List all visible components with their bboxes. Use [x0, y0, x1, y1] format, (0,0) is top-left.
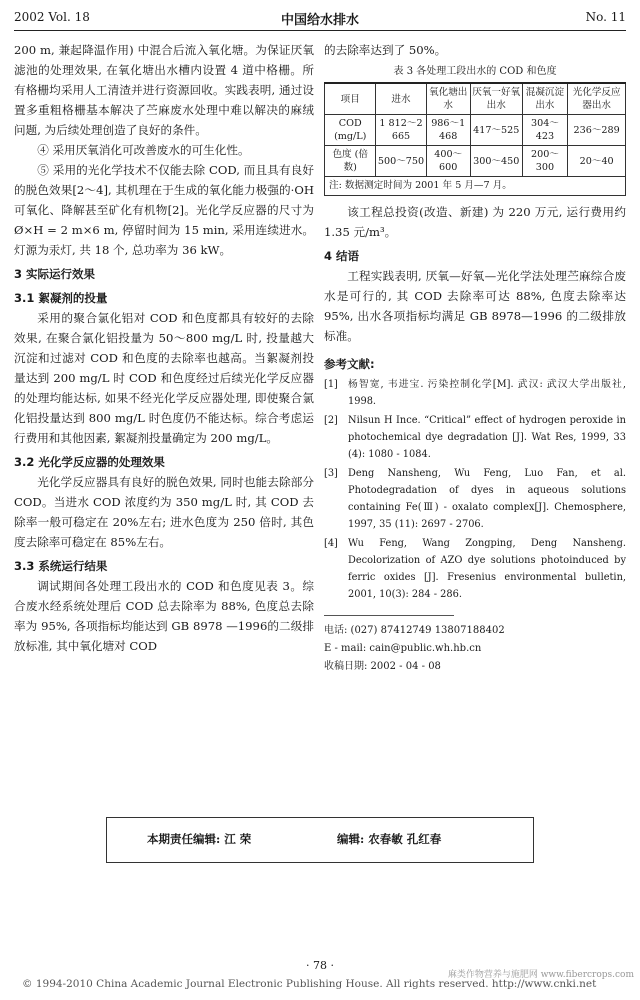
reference-text: Nilsun H Ince. “Critical” effect of hydrogen peroxide in photochemical dye degradation [J]. Wat Res, 1999, 33 (4): 1080 - 1084. — [348, 415, 626, 460]
right-column — [324, 40, 626, 676]
table-cell: 400～600 — [426, 146, 470, 177]
table-cell: 1 812～2 665 — [376, 115, 426, 146]
reference-item — [324, 376, 626, 410]
table-cell: 200～300 — [522, 146, 568, 177]
paragraph: ⑤ 采用的光化学技术不仅能去除 COD, 而且具有良好的脱色效果[2～4], 其机理在于生成的氧化能力极强的·OH 可氧化、降解甚至矿化有机物[2]。光化学反应器的尺寸为 Ø×H = 2 m×6 m, 停留时间为 15 min, 采用连续进水。灯源为汞灯, 共 18 个, 总功率为 36 kW。 — [14, 163, 314, 257]
section-heading: 3 实际运行效果 — [14, 267, 96, 281]
table-cell: 20～40 — [568, 146, 626, 177]
copyright-footer: © 1994-2010 China Academic Journal Electronic Publishing House. All rights reserved. http://www.cnki.net — [22, 978, 597, 990]
section-heading: 4 结语 — [324, 249, 360, 263]
reference-number: [1] — [324, 379, 338, 390]
references-heading: 参考文献: — [324, 357, 375, 371]
table-header-row — [325, 83, 626, 115]
paragraph: 调试期间各处理工段出水的 COD 和色度见表 3。综合废水经系统处理后 COD 总去除率为 88%, 色度总去除率为 95%, 各项指标均能达到 GB 8978 —1996的二级排放标准, 其中氧化塘对 COD — [14, 579, 314, 653]
table-header-cell: 氧化塘出水 — [426, 83, 470, 115]
contact-info — [324, 622, 626, 676]
received-date: 收稿日期: 2002 - 04 - 08 — [324, 661, 441, 672]
subsection-heading: 3.1 絮凝剂的投量 — [14, 291, 108, 305]
reference-text: 杨智宽, 韦进宝. 污染控制化学[M]. 武汉: 武汉大学出版社, 1998. — [348, 379, 626, 407]
reference-item — [324, 535, 626, 603]
header-journal-title: 中国给水排水 — [280, 13, 359, 28]
subsection-heading: 3.3 系统运行结果 — [14, 559, 108, 573]
reference-text: Deng Nansheng, Wu Feng, Luo Fan, et al. Photodegradation of dyes in aqueous solutions containing Fe(Ⅲ) - oxalato complex[J]. Chemosphere, 1997, 35 (11): 2697 - 2706. — [348, 468, 626, 530]
page-number: · 78 · — [306, 959, 334, 972]
table-header-cell: 项目 — [325, 83, 376, 115]
table-row — [325, 146, 626, 177]
table-row — [325, 115, 626, 146]
subsection-heading: 3.2 光化学反应器的处理效果 — [14, 455, 165, 469]
chief-editor: 本期责任编辑: 江 荣 — [147, 832, 252, 846]
table-header-cell: 厌氧一好氧出水 — [470, 83, 522, 115]
table-cell: 417～525 — [470, 115, 522, 146]
table-header-cell: 混凝沉淀出水 — [522, 83, 568, 115]
paragraph: 光化学反应器具有良好的脱色效果, 同时也能去除部分 COD。当进水 COD 浓度约为 350 mg/L 时, 其 COD 去除率一般可稳定在 20%左右; 进水色度为 250 倍时, 其色度去除率可稳定在 85%左右。 — [14, 475, 314, 549]
left-column — [14, 40, 314, 656]
paragraph: 的去除率达到了 50%。 — [324, 43, 447, 57]
running-header — [14, 4, 626, 31]
table-cell: 300～450 — [470, 146, 522, 177]
header-volume: 2002 Vol. 18 — [14, 10, 90, 24]
paragraph: 工程实践表明, 厌氧—好氧—光化学法处理苎麻综合废水是可行的, 其 COD 去除率可达 88%, 色度去除率达 95%, 出水各项指标均满足 GB 8978—1996 的二级排放标准。 — [324, 269, 626, 343]
editors: 编辑: 农春敏 孔红春 — [337, 832, 442, 846]
header-issue: No. 11 — [585, 10, 626, 24]
contact-email: E - mail: cain@public.wh.hb.cn — [324, 643, 482, 654]
reference-item — [324, 412, 626, 463]
reference-number: [4] — [324, 538, 338, 549]
paragraph: 采用的聚合氯化铝对 COD 和色度都具有较好的去除效果, 在聚合氯化铝投量为 50～800 mg/L 时, 投量越大沉淀和过滤对 COD 和色度的去除率也越高。当絮凝剂投量达到 200 mg/L 时 COD 和色度经过后续光化学反应器的处理均能达标, 如果不经光化学反应器处理, 即使聚合氯化铝投量达到 800 mg/L 时色度仍不能达标。综合考虑运行费用和其他因素, 絮凝剂投量确定为 200 mg/L。 — [14, 311, 314, 445]
paragraph: 200 m, 兼起降温作用) 中混合后流入氧化塘。为保证厌氧滤池的处理效果, 在氧化塘出水槽内设置 4 道中格栅。所有格栅均采用人工清渣并进行资源回收。实践表明, 通过设置多重粗格栅基本解决了苎麻废水处理中难以解决的麻绒问题, 为后续处理创造了良好的条件。 — [14, 43, 314, 137]
table-cell: 236～289 — [568, 115, 626, 146]
reference-item — [324, 465, 626, 533]
table-cell: 304～423 — [522, 115, 568, 146]
reference-number: [2] — [324, 415, 338, 426]
table-cell: 986～1 468 — [426, 115, 470, 146]
paragraph: ④ 采用厌氧消化可改善废水的可生化性。 — [37, 143, 250, 157]
reference-number: [3] — [324, 468, 338, 479]
table-cell: 500～750 — [376, 146, 426, 177]
results-table — [324, 82, 626, 177]
table-cell: 色度 (倍数) — [325, 146, 376, 177]
divider — [324, 615, 454, 616]
table-note: 注: 数据测定时间为 2001 年 5 月—7 月。 — [324, 177, 626, 196]
editors-box — [106, 817, 534, 863]
paragraph: 该工程总投资(改造、新建) 为 220 万元, 运行费用约 1.35 元/m³。 — [324, 205, 626, 239]
contact-phone: 电话: (027) 87412749 13807188402 — [324, 625, 505, 636]
table-header-cell: 进水 — [376, 83, 426, 115]
reference-text: Wu Feng, Wang Zongping, Deng Nansheng. Decolorization of AZO dye solutions photoinduced by ferric oxides [J]. Fresenius environmental bulletin, 2001, 10(3): 284 - 286. — [348, 538, 626, 600]
table-caption: 表 3 各处理工段出水的 COD 和色度 — [393, 66, 557, 77]
table-header-cell: 光化学反应器出水 — [568, 83, 626, 115]
table-cell: COD (mg/L) — [325, 115, 376, 146]
watermark: 麻类作物营养与施肥网 www.fibercrops.com — [447, 970, 634, 980]
